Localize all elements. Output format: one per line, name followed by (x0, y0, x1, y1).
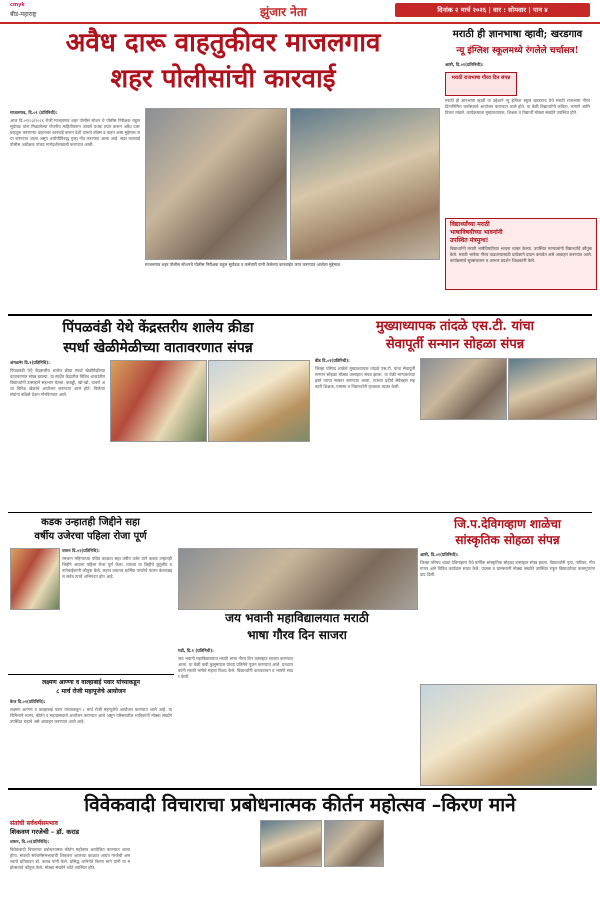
a10-sub-2: शिकवण गरजेची – डॉ. कराड (10, 828, 80, 836)
section-label: बीड-महाराष्ट्र (10, 11, 37, 18)
divider-2 (8, 512, 592, 513)
divider-3 (8, 674, 174, 675)
a4-photo-winners (208, 360, 310, 442)
a6-byline: धारूर दि.०१(प्रतिनिधि): (62, 548, 100, 553)
a2-body: मराठी ही ज्ञानभाषा व्हावी या उद्देशाने न्यू इंग्लिश स्कूल खरडगाव येथे मराठी राजभाषा गौरव दिनानिमित्त चर्चासत्राचे आयोजन करण्यात आले होते. या वेळी विद्यार्थ्यांनी कविता, भाषणे आणि विचार मांडले. कार्यक्रमाला मुख्याध्यापक, शिक्षक व विद्यार्थी मोठ्या संख्येने उपस्थित होते. (445, 98, 590, 115)
a9-headline-1: लक्ष्मण आण्णा व वाल्हाबाई पवार यांच्याकडून (42, 679, 140, 686)
a2-box (445, 72, 517, 96)
a4-byline: अंमळनेर दि.१(प्रतिनिधि): (10, 360, 50, 365)
a5-body: जिल्हा परिषद शाळेचे मुख्याध्यापक तांदळे एस.टी. यांचा सेवापूर्ती सन्मान सोहळा मोठ्या उत्साहात संपन्न झाला. या वेळी मान्यवरांच्या हस्ते त्यांचा सत्कार करण्यात आला. त्यांच्या प्रदीर्घ सेवेबद्दल सहकारी शिक्षक, ग्रामस्थ व विद्यार्थ्यांनी कृतज्ञता व्यक्त केली. (315, 366, 415, 389)
a9-byline: केज दि.०१(प्रतिनिधि): (10, 699, 46, 704)
a10-body: विवेकवादी विचाराचा प्रबोधनात्मक कीर्तन महोत्सव आयोजित करण्यात आला होता. संतांची सर्वधर्मसमभावाची शिकवण आजच्या काळात अत्यंत गरजेची असल्याचे प्रतिपादन डॉ. कराड यांनी केले. प्रसिद्ध अभिनेते किरण माने यांनी या महोत्सवाचे कौतुक केले. मोठ्या संख्येने श्रोते उपस्थित होते. (10, 847, 130, 870)
a3-body: विद्यार्थ्यांनी मराठी भाषेविषयीच्या भावना व्यक्त केल्या. उपस्थित मान्यवरांनी विद्यार्थ्यांचे कौतुक केले. मराठी भाषेचा गौरव वाढवण्यासाठी प्रत्येकाने प्रयत्न करावेत असे आवाहन करण्यात आले. कार्यक्रमाचे सूत्रसंचालन व आभार प्रदर्शन शिक्षकांनी केले. (450, 246, 592, 263)
a6-headline-1: कडक उन्हातही जिद्दीने सहा (41, 517, 140, 528)
date-line: दिनांक २ मार्च २०२६ | वार : सोमवार | पान ४ (437, 6, 548, 14)
cmyk-mark: cmyk (10, 2, 25, 8)
a10-photo-kirtan-1 (260, 820, 322, 867)
a7-byline: आष्टी, दि.०१(प्रतिनिधी): (420, 552, 459, 557)
a3-box (445, 218, 597, 290)
a7-photo-dance (420, 684, 597, 786)
a3-body-continued (445, 292, 595, 310)
a1-photo-bottles (290, 108, 440, 260)
a3-headline-1: विद्यार्थ्यांच्या मराठी (450, 221, 490, 228)
a4-headline-1: पिंपळवंडी येथे केंद्रस्तरीय शालेय क्रीडा (62, 320, 254, 336)
a7-headline-2: सांस्कृतिक सोहळा संपन्न (455, 533, 560, 547)
a2-box-title: मराठी राजभाषा गौरव दिन संपन्न (451, 75, 511, 81)
a6-photo-child (10, 548, 60, 610)
a10-body-2 (135, 820, 255, 909)
a7-body: जिल्हा परिषद शाळा देविगव्हाण येथे वार्षिक सांस्कृतिक सोहळा उत्साहात संपन्न झाला. विद्यार्थ्यांनी नृत्य, नाटिका, गीत गायन असे विविध कार्यक्रम सादर केले. पालक व ग्रामस्थांनी मोठ्या संख्येने उपस्थित राहून विद्यार्थ्यांच्या कलागुणांना दाद दिली. (420, 560, 595, 577)
a6-body-2 (10, 612, 172, 670)
a8-byline: गढी, दि.१ (प्रतिनिधी): (178, 648, 214, 653)
a1-photo-caption: माजलगाव शहर पोलीस स्टेशनचे पोलीस निरीक्षक राहुल सूर्यतळ व कर्मचारी यांनी केलेल्या कारवाईत जप्त करण्यात आलेला मुद्देमाल. (145, 262, 342, 267)
a3-headline-3: उपस्थित मंत्रमुग्ध! (450, 237, 489, 244)
a8-body: जय भवानी महाविद्यालयात मराठी भाषा गौरव दिन उत्साहात साजरा करण्यात आला. या वेळी कवी कुसुमाग्रज यांच्या प्रतिमेचे पूजन करण्यात आले. प्राध्यापकांनी मराठी भाषेचे महत्त्व विशद केले. विद्यार्थ्यांनी काव्यवाचन व भाषणे सादर केली. (178, 656, 293, 679)
a8-photo-event (178, 548, 418, 610)
a5-photo-felicitation-2 (508, 358, 597, 420)
a4-headline-2: स्पर्धा खेळीमेळीच्या वातावरणात संपन्न (63, 340, 253, 356)
a1-headline-1: अवैध दारू वाहतुकीवर माजलगाव (65, 28, 381, 58)
a2-headline-1: मराठी ही ज्ञानभाषा व्हावी; खरडगाव (452, 29, 583, 40)
divider-4 (8, 788, 592, 790)
a9-headline-2: ८ मार्च रोजी महापूजेचे आयोजन (56, 688, 126, 695)
a6-headline-2: वर्षीय उजेरचा पहिला रोजा पूर्ण (34, 531, 147, 542)
a7-headline-1: जि.प.देविगव्हाण शाळेचा (453, 517, 561, 531)
a1-headline-2: शहर पोलीसांची कारवाई (110, 64, 336, 94)
a5-body-2 (420, 422, 595, 508)
a3-headline-2: भाषाविषयीच्या भावनांनी (450, 229, 503, 236)
a1-body: आज दि.०१/०३/२०२६ रोजी माजलगाव शहर पोलीस स्टेशन चे पोलीस निरीक्षक राहुल सूर्यतळ यांना मिळालेल्या गोपनीय माहितीवरून आपले पथक तयार करून अवैध दारू वाहतूक करणाऱ्या वाहनावर कारवाई करून देशी दारूचे बॉक्स व वाहन असा मुद्देमाल जप्त करण्यात आला असून आरोपीविरुद्ध गुन्हा नोंद करण्यात आला आहे. सदर कारवाई पोलीस अधीक्षक यांच्या मार्गदर्शनाखाली करण्यात आली. (10, 118, 140, 147)
masthead-rule (0, 22, 600, 24)
a6-body: रमजान महिन्याच्या पवित्र काळात सहा वर्षीय उजेर याने कडक उन्हातही जिद्दीने आपला पहिला रोजा पूर्ण केला. त्याच्या या जिद्दीचे कुटुंबीय व नातेवाईकांनी कौतुक केले. लहान वयातच धार्मिक परंपरेचे पालन केल्याबद्दल सर्वत्र त्याचे अभिनंदन होत आहे. (62, 556, 172, 579)
a10-photo-kirtan-2 (324, 820, 384, 867)
a5-headline-1: मुख्याध्यापक तांदळे एस.टी. यांचा (375, 319, 535, 334)
a8-body-2 (298, 648, 416, 784)
a5-photo-felicitation-1 (420, 358, 507, 420)
a2-headline-2: न्यू इंग्लिश स्कूलमध्ये रंगलेले चर्चासत्र! (456, 46, 579, 56)
a5-byline: बीड दि.०१(प्रतिनिधी): (315, 358, 350, 363)
a8-headline-2: भाषा गौरव दिन साजरा (247, 628, 347, 642)
a10-byline: धारूर, दि.०१(प्रतिनिधि): (10, 839, 50, 844)
a4-body: पिंपळवंडी येथे केंद्रस्तरीय शालेय क्रीडा स्पर्धा खेळीमेळीच्या वातावरणात संपन्न झाल्या. या स्पर्धेत केंद्रातील विविध शाळांतील विद्यार्थ्यांनी उत्साहाने सहभाग घेतला. कबड्डी, खो-खो, धावणे अशा विविध खेळांचे आयोजन करण्यात आले होते. विजेत्या संघांना बक्षिसे देऊन गौरविण्यात आले. (10, 368, 105, 397)
a1-photo-police-seizure (145, 108, 287, 260)
a2-byline: आष्टी, दि.०१(प्रतिनिधी): (445, 62, 484, 67)
masthead (0, 0, 600, 22)
a9-body: लक्ष्मण आण्णा व वाल्हाबाई पवार यांच्याकडून ८ मार्च रोजी महापूजेचे आयोजन करण्यात आले आहे. या निमित्ताने भजन, कीर्तन व महाप्रसादाचे आयोजन करण्यात आले असून परिसरातील भाविकांनी मोठ्या संख्येने उपस्थित राहावे असे आवाहन करण्यात आले आहे. (10, 707, 172, 724)
a10-body-5 (490, 820, 592, 909)
divider-1 (8, 314, 592, 316)
a10-headline: विवेकवादी विचाराचा प्रबोधनात्मक कीर्तन महोत्सव –किरण माने (84, 794, 516, 816)
a10-body-4 (386, 820, 486, 909)
a10-body-3 (260, 868, 382, 909)
a4-photo-athletes (110, 360, 207, 442)
a1-byline: माजलगाव, दि.०१ (प्रतिनिधी): (10, 110, 58, 115)
date-bar (395, 3, 590, 17)
a4-body-2 (110, 444, 308, 504)
a5-headline-2: सेवापूर्ती सन्मान सोहळा संपन्न (385, 337, 525, 352)
paper-logo: झुंजार नेता (260, 5, 307, 19)
a10-sub-1: संतांची सर्वधर्मसमभाव (10, 820, 58, 827)
a8-headline-1: जय भवानी महाविद्यालयात मराठी (225, 611, 369, 625)
